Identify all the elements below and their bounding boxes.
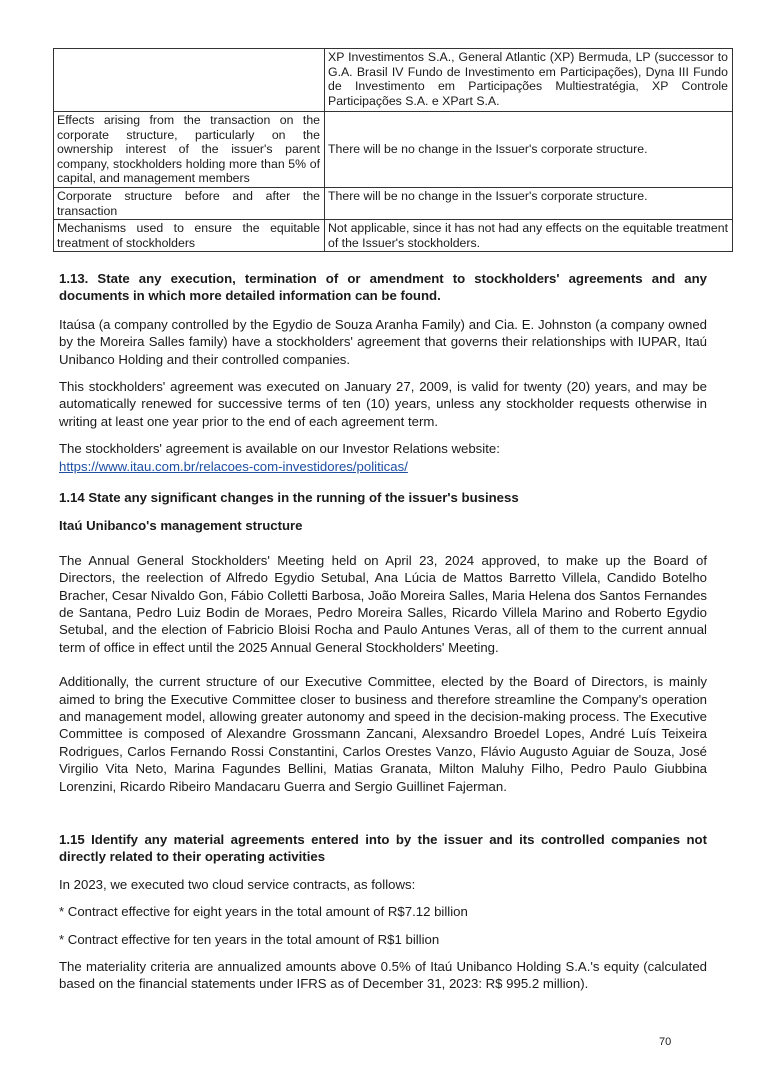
section-1-15 bbox=[59, 831, 707, 993]
paragraph: Itaúsa (a company controlled by the Egydio de Souza Aranha Family) and Cia. E. Johnston (a company owned by the Moreira Salles family) have a stockholders' agreement that governs their relationships with IUPAR, Itaú Unibanco Holding and their controlled companies. bbox=[59, 316, 707, 367]
paragraph: This stockholders' agreement was executed on January 27, 2009, is valid for twenty (20) years, and may be automatically renewed for successive terms of ten (10) years, unless any stockholder requests otherwise in writing at least one year prior to the end of each agreement term. bbox=[59, 379, 707, 429]
table-cell-value: There will be no change in the Issuer's corporate structure. bbox=[325, 188, 733, 220]
page-number: 70 bbox=[659, 1036, 672, 1048]
table-row bbox=[54, 220, 733, 252]
subheading: Itaú Unibanco's management structure bbox=[59, 518, 303, 534]
table-row bbox=[54, 112, 733, 188]
table-row bbox=[54, 49, 733, 112]
table-cell-label: Effects arising from the transaction on the corporate structure, particularly on the ownership interest of the issuer's parent company, stockholders holding more than 5% of capital, and management members bbox=[54, 112, 325, 188]
corporate-transaction-table bbox=[53, 48, 733, 252]
section-1-13 bbox=[59, 270, 707, 475]
table-cell-value: XP Investimentos S.A., General Atlantic (XP) Bermuda, LP (successor to G.A. Brasil IV Fundo de Investimento em Participações), Dyna III Fundo de Investimento em Participações Multiestratégia, XP Controle Participações S.A. e XPart S.A. bbox=[325, 49, 733, 112]
paragraph: The stockholders' agreement is available on our Investor Relations website: bbox=[59, 441, 500, 457]
table-cell-value: There will be no change in the Issuer's corporate structure. bbox=[325, 112, 733, 188]
table-row bbox=[54, 188, 733, 220]
paragraph: In 2023, we executed two cloud service contracts, as follows: bbox=[59, 876, 416, 892]
paragraph: The Annual General Stockholders' Meeting held on April 23, 2024 approved, to make up the Board of Directors, the reelection of Alfredo Egydio Setubal, Ana Lúcia de Mattos Barretto Villela, Candido Botelho Bracher, Cesar Nivaldo Gon, Fábio Colletti Barbosa, João Moreira Salles, Maria Helena dos Santos Fernandes de Santana, Pedro Luiz Bodin de Moraes, Pedro Moreira Salles, Ricardo Villela Marino and Roberto Egydio Setubal, and the election of Fabricio Bloisi Rocha and Paulo Antunes Veras, all of them to the current annual term of office in effect until the 2025 Annual General Stockholders' Meeting. bbox=[59, 552, 707, 655]
investor-relations-link[interactable]: https://www.itau.com.br/relacoes-com-investidores/politicas/ bbox=[59, 458, 408, 474]
section-heading: 1.14 State any significant changes in the running of the issuer's business bbox=[59, 490, 519, 505]
section-heading: 1.13. State any execution, termination of or amendment to stockholders' agreements and any documents in which more detailed information can be found. bbox=[59, 271, 707, 304]
section-heading: 1.15 Identify any material agreements entered into by the issuer and its controlled companies not directly related to their operating activities bbox=[59, 832, 707, 865]
bullet-item: * Contract effective for ten years in the total amount of R$1 billion bbox=[59, 931, 440, 947]
section-1-14 bbox=[59, 489, 707, 795]
table-cell-label: Mechanisms used to ensure the equitable treatment of stockholders bbox=[54, 220, 325, 252]
paragraph: The materiality criteria are annualized amounts above 0.5% of Itaú Unibanco Holding S.A.'s equity (calculated based on the financial statements under IFRS as of December 31, 2023: R$ 995.2 million). bbox=[59, 959, 707, 992]
table-cell-label: Corporate structure before and after the transaction bbox=[54, 188, 325, 220]
paragraph: Additionally, the current structure of our Executive Committee, elected by the Board of Directors, is mainly aimed to bring the Executive Committee closer to business and therefore streamline the Company's operation and management model, allowing greater autonomy and speed in the decision-making process. The Executive Committee is composed of Alexandre Grossmann Zancani, Alexsandro Broedel Lopes, André Luís Teixeira Rodrigues, Carlos Fernando Rossi Constantini, Carlos Orestes Vanzo, Flávio Augusto Aguiar de Souza, José Virgilio Vita Neto, Marina Fagundes Bellini, Matias Granata, Milton Maluhy Filho, Pedro Paulo Giubbina Lorenzini, Ricardo Ribeiro Mandacaru Guerra and Sergio Guillinet Fajerman. bbox=[59, 674, 707, 794]
table-cell-value: Not applicable, since it has not had any effects on the equitable treatment of the Issuer's stockholders. bbox=[325, 220, 733, 252]
bullet-item: * Contract effective for eight years in the total amount of R$7.12 billion bbox=[59, 904, 468, 920]
table-cell-label bbox=[54, 49, 325, 112]
